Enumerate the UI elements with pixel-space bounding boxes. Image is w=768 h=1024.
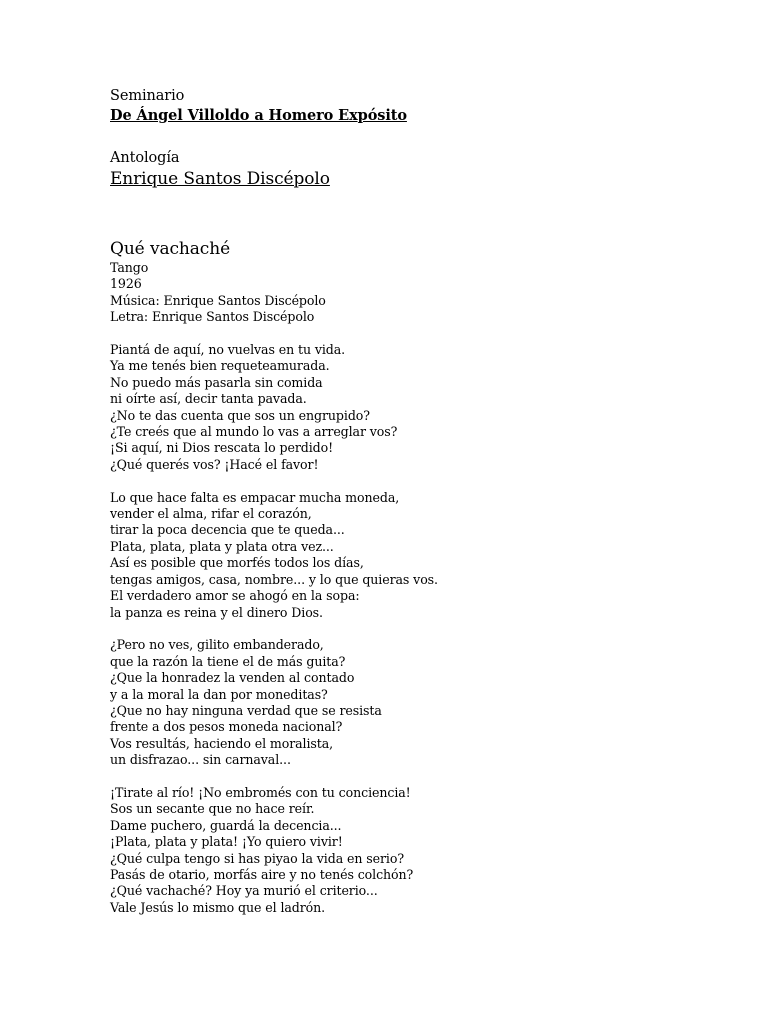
lyric-line: Piantá de aquí, no vuelvas en tu vida. <box>110 342 346 358</box>
lyric-line: ¿Qué querés vos? ¡Hacé el favor! <box>110 456 319 472</box>
lyric-line: ¿Te creés que al mundo lo vas a arreglar vos? <box>110 424 398 440</box>
lyric-line: y a la moral la dan por moneditas? <box>110 686 328 702</box>
anthology-author: Enrique Santos Discépolo <box>110 169 330 189</box>
lyric-line: Dame puchero, guardá la decencia... <box>110 817 342 833</box>
lyric-line: la panza es reina y el dinero Dios. <box>110 604 323 620</box>
lyric-line: que la razón la tiene el de más guita? <box>110 653 346 669</box>
stanza <box>110 785 730 916</box>
stanza <box>110 637 730 768</box>
lyric-line: tengas amigos, casa, nombre... y lo que quieras vos. <box>110 571 438 587</box>
lyric-line: Lo que hace falta es empacar mucha moneda, <box>110 489 400 505</box>
song-title: Qué vachaché <box>110 239 231 259</box>
lyric-line: ¿Pero no ves, gilito embanderado, <box>110 637 324 653</box>
stanza <box>110 490 730 621</box>
lyric-line: vender el alma, rifar el corazón, <box>110 506 312 522</box>
lyric-line: Ya me tenés bien requeteamurada. <box>110 358 330 374</box>
lyric-line: El verdadero amor se ahogó en la sopa: <box>110 588 360 604</box>
lyric-line: ¡Plata, plata y plata! ¡Yo quiero vivir! <box>110 834 343 850</box>
song-music-credit: Música: Enrique Santos Discépolo <box>110 292 326 308</box>
lyric-line: ¿No te das cuenta que sos un engrupido? <box>110 407 370 423</box>
lyric-line: Sos un secante que no hace reír. <box>110 801 315 817</box>
lyric-line: ¡Tirate al río! ¡No embromés con tu conciencia! <box>110 784 411 800</box>
lyric-line: ¿Qué vachaché? Hoy ya murió el criterio... <box>110 883 378 899</box>
lyric-line: No puedo más pasarla sin comida <box>110 374 323 390</box>
lyric-line: un disfrazao... sin carnaval... <box>110 752 291 768</box>
lyric-line: ni oírte así, decir tanta pavada. <box>110 391 307 407</box>
song-lyrics-credit: Letra: Enrique Santos Discépolo <box>110 309 315 325</box>
lyric-line: ¡Si aquí, ni Dios rescata lo perdido! <box>110 440 334 456</box>
document-page <box>110 86 730 916</box>
song-genre: Tango <box>110 260 149 275</box>
lyric-line: Así es posible que morfés todos los días, <box>110 555 364 571</box>
lyric-line: Pasás de otario, morfás aire y no tenés colchón? <box>110 866 414 882</box>
lyric-line: frente a dos pesos moneda nacional? <box>110 719 343 735</box>
anthology-label: Antología <box>110 150 180 166</box>
lyric-line: Vale Jesús lo mismo que el ladrón. <box>110 899 326 915</box>
lyric-line: Vos resultás, haciendo el moralista, <box>110 735 334 751</box>
lyric-line: ¿Que no hay ninguna verdad que se resista <box>110 702 382 718</box>
song-year: 1926 <box>110 276 142 292</box>
lyric-line: Plata, plata, plata y plata otra vez... <box>110 538 334 554</box>
lyric-line: ¿Qué culpa tengo si has piyao la vida en serio? <box>110 850 404 866</box>
seminar-title: De Ángel Villoldo a Homero Expósito <box>110 107 407 124</box>
lyric-line: tirar la poca decencia que te queda... <box>110 522 345 538</box>
stanza <box>110 342 730 473</box>
lyric-line: ¿Que la honradez la venden al contado <box>110 670 355 686</box>
seminar-label: Seminario <box>110 88 185 104</box>
